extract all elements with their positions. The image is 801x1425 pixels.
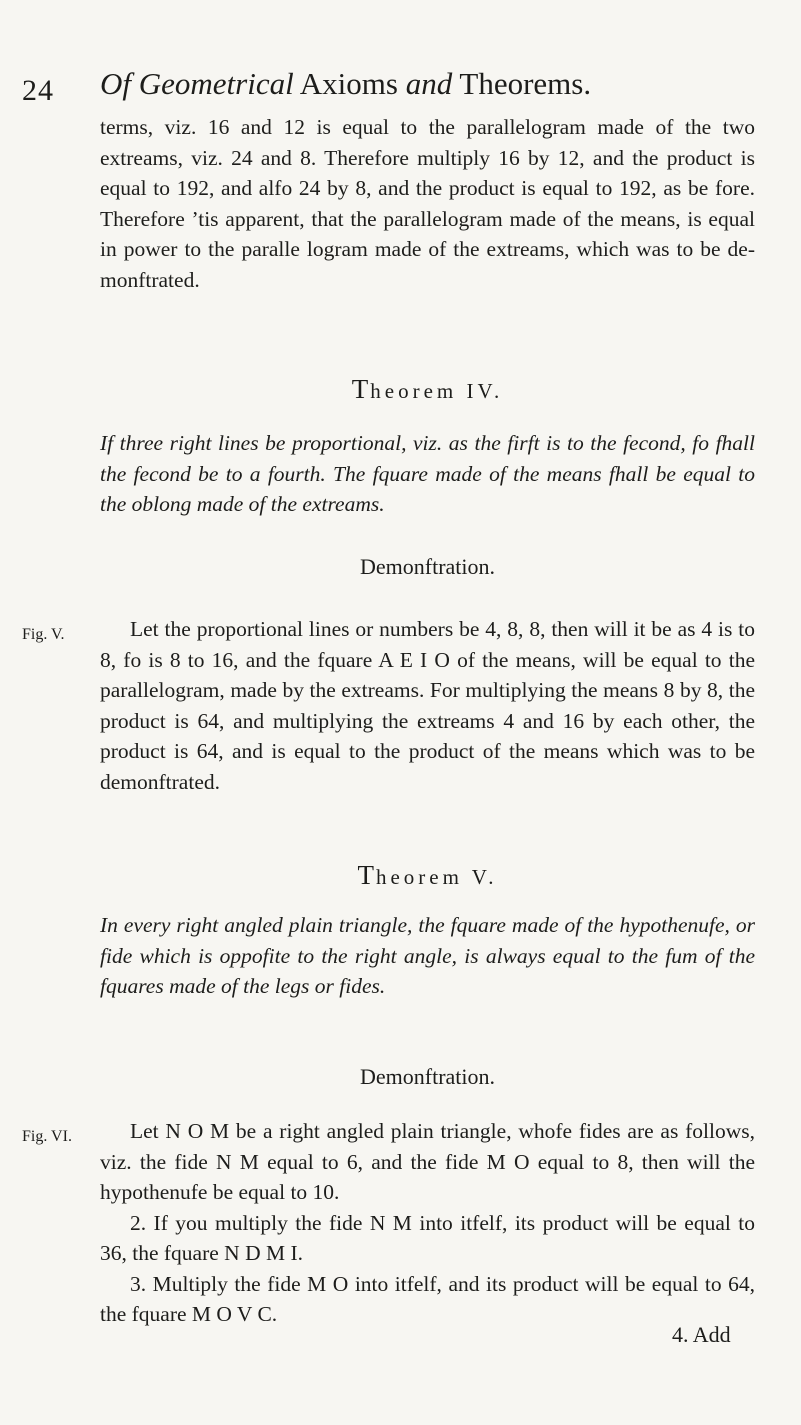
- running-head: [100, 66, 750, 102]
- theorem-iv-figure-note: Fig. V.: [22, 626, 65, 643]
- theorem-v-demonstration: Let N O M be a right angled plain triangle, whofe fides are as follows, viz. the fide N M equal to 6, and the fide M O equal to 8, then will the hypothenufe be equal to 10.: [100, 1119, 755, 1204]
- theorem-iv-demo-heading: Demonftration.: [359, 554, 496, 579]
- theorem-v-step-3: 3. Multiply the fide M O into itfelf, and its product will be equal to 64, the fquare M O V C.: [100, 1271, 755, 1326]
- theorem-iv-statement-block: [100, 428, 755, 520]
- catchword: 4. Add: [672, 1322, 731, 1347]
- running-head-part2: Axioms: [293, 66, 406, 101]
- theorem-v-heading-initial: T: [357, 860, 376, 890]
- theorem-v-statement: In every right angled plain triangle, the fquare made of the hypothenufe, or fide which is oppofite to the right angle, is always equal to the fum of the fquares made of the legs or fides.: [100, 913, 755, 998]
- theorem-iv-demonstration: Let the proportional lines or numbers be 4, 8, 8, then will it be as 4 is to 8, fo is 8 to 16, and the fquare A E I O of the means, will be equal to the parallelogram, made by the extreams. For multiplying the means 8 by 8, the product is 64, and multiplying the extreams 4 and 16 by each other, the product is 64, and is equal to the product of the means which was to be demonftrated.: [100, 617, 755, 794]
- theorem-iv-demo-block: [100, 614, 755, 797]
- theorem-v-demo-block: [100, 1116, 755, 1330]
- intro-paragraph: terms, viz. 16 and 12 is equal to the parallelogram made of the two extreams, viz. 24 and 8. Therefore multiply 16 by 12, and the product is equal to 192, and alfo 24 by 8, and the product is equal to 192, as be fore. Therefore ’tis apparent, that the parallelogram made of the means, is equal in power to the paralle logram made of the extreams, which was to be de monftrated.: [100, 115, 755, 292]
- theorem-iv-heading-rest: heorem IV.: [370, 379, 504, 403]
- theorem-v-demo-heading-block: [100, 1064, 755, 1090]
- running-head-part3: and: [405, 66, 453, 101]
- theorem-v-figure-note: Fig. VI.: [22, 1128, 72, 1145]
- theorem-iv-statement: If three right lines be proportional, viz. as the firft is to the fecond, fo fhall the fecond be to a fourth. The fquare made of the means fhall be equal to the oblong made of the extreams.: [100, 431, 755, 516]
- page-number: 24: [22, 74, 54, 107]
- running-head-part1: Of Geometrical: [100, 66, 294, 101]
- theorem-v-heading: [100, 860, 755, 891]
- theorem-v-heading-rest: heorem V.: [375, 865, 498, 889]
- theorem-v-statement-block: [100, 910, 755, 1002]
- theorem-iv-heading-initial: T: [351, 374, 371, 404]
- intro-block: [100, 112, 755, 295]
- theorem-iv-heading: [100, 374, 755, 405]
- theorem-iv-demo-heading-block: [100, 554, 755, 580]
- theorem-iv-heading-block: [100, 374, 755, 405]
- theorem-v-heading-block: [100, 860, 755, 891]
- theorem-v-demo-heading: Demonftration.: [359, 1064, 496, 1089]
- theorem-v-step-2: 2. If you multiply the fide N M into itfelf, its product will be equal to 36, the fquare N D M I.: [100, 1210, 755, 1265]
- running-head-part4: Theorems.: [452, 66, 592, 101]
